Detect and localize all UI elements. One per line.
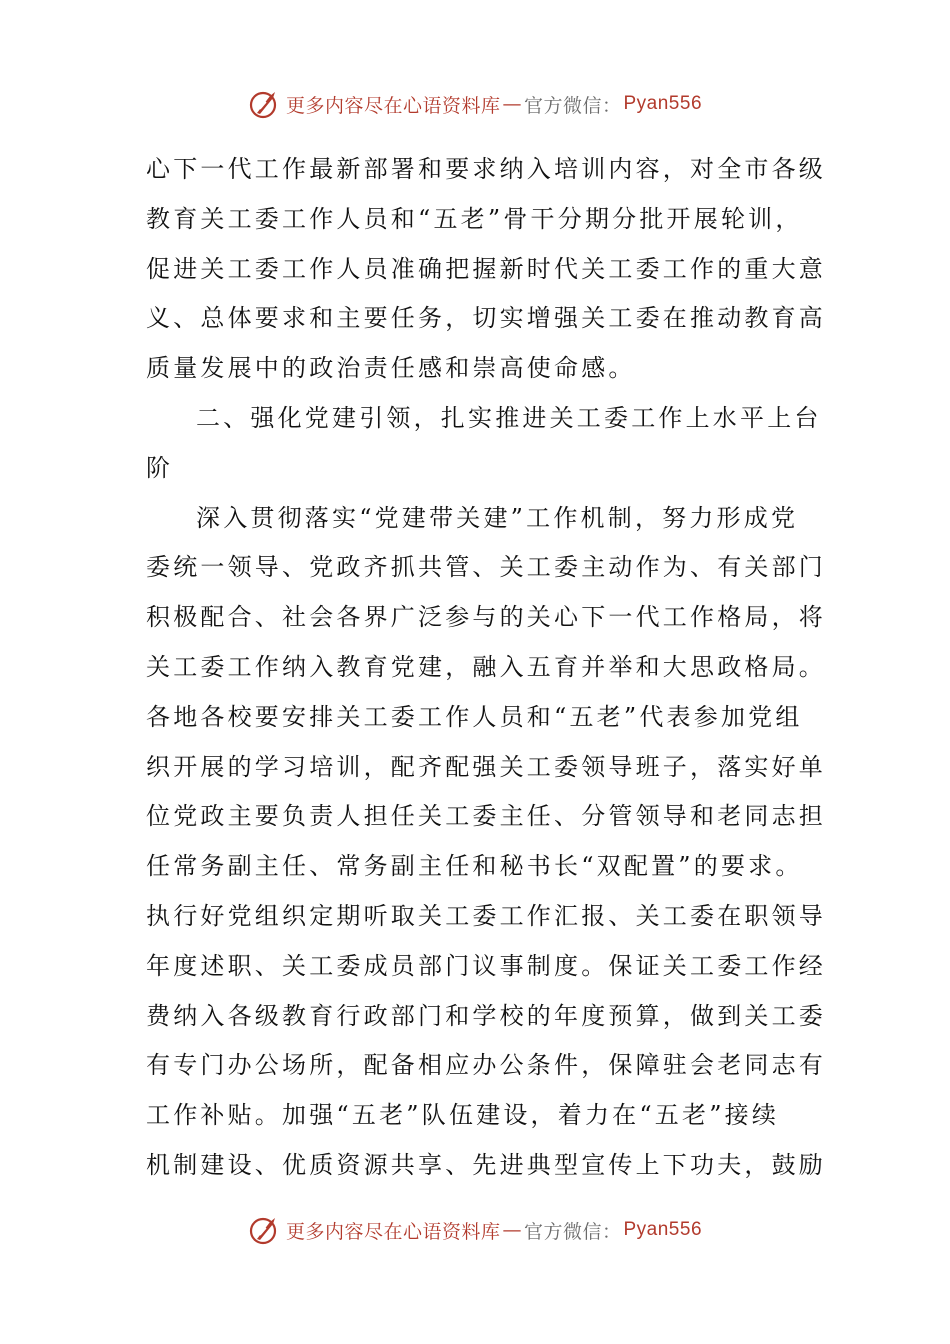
text-line: 工作补贴。加强“五老”队伍建设，着力在“五老”接续 — [146, 1101, 780, 1130]
text-line: 关工委工作纳入教育党建，融入五育并举和大思政格局。 — [146, 652, 826, 681]
banner-dash: — — [502, 1219, 522, 1241]
text-line: 积极配合、社会各界广泛参与的关心下一代工作格局，将 — [146, 603, 826, 632]
footer-banner — [0, 1210, 950, 1250]
text-line: 质量发展中的政治责任感和崇高使命感。 — [146, 354, 636, 383]
banner-account: Pyan556 — [623, 1219, 703, 1240]
text-line: 有专门办公场所，配备相应办公条件，保障驻会老同志有 — [146, 1051, 826, 1080]
text-line: 阶 — [146, 453, 174, 482]
text-line: 织开展的学习培训，配齐配强关工委领导班子，落实好单 — [146, 752, 826, 781]
text-line: 促进关工委工作人员准确把握新时代关工委工作的重大意 — [146, 254, 826, 283]
banner-lead-text: 更多内容尽在心语资料库 — [285, 94, 501, 117]
pen-nib-circle-icon — [248, 87, 282, 121]
text-line: 教育关工委工作人员和“五老”骨干分期分批开展轮训， — [146, 204, 803, 233]
banner-account: Pyan556 — [623, 93, 703, 114]
text-line: 深入贯彻落实“党建带关建”工作机制，努力形成党 — [196, 503, 799, 532]
text-line: 机制建设、优质资源共享、先进典型宣传上下功夫，鼓励 — [146, 1150, 826, 1179]
header-banner — [0, 84, 950, 124]
banner-dash: — — [502, 93, 522, 115]
banner-lead-text: 更多内容尽在心语资料库 — [285, 1220, 501, 1243]
banner-label-text: 官方微信： — [523, 94, 622, 117]
text-line: 二、强化党建引领，扎实推进关工委工作上水平上台 — [196, 403, 822, 432]
text-line: 任常务副主任、常务副主任和秘书长“双配置”的要求。 — [146, 852, 803, 881]
text-line: 位党政主要负责人担任关工委主任、分管领导和老同志担 — [146, 802, 826, 831]
text-line: 委统一领导、党政齐抓共管、关工委主动作为、有关部门 — [146, 553, 826, 582]
text-line: 各地各校要安排关工委工作人员和“五老”代表参加党组 — [146, 702, 803, 731]
text-line: 义、总体要求和主要任务，切实增强关工委在推动教育高 — [146, 304, 826, 333]
text-line: 执行好党组织定期听取关工委工作汇报、关工委在职领导 — [146, 901, 826, 930]
text-line: 费纳入各级教育行政部门和学校的年度预算，做到关工委 — [146, 1001, 826, 1030]
banner-label-text: 官方微信： — [523, 1220, 622, 1243]
text-line: 年度述职、关工委成员部门议事制度。保证关工委工作经 — [146, 951, 826, 980]
document-body — [146, 145, 826, 1191]
pen-nib-circle-icon — [248, 1213, 282, 1247]
text-line: 心下一代工作最新部署和要求纳入培训内容，对全市各级 — [146, 155, 826, 183]
